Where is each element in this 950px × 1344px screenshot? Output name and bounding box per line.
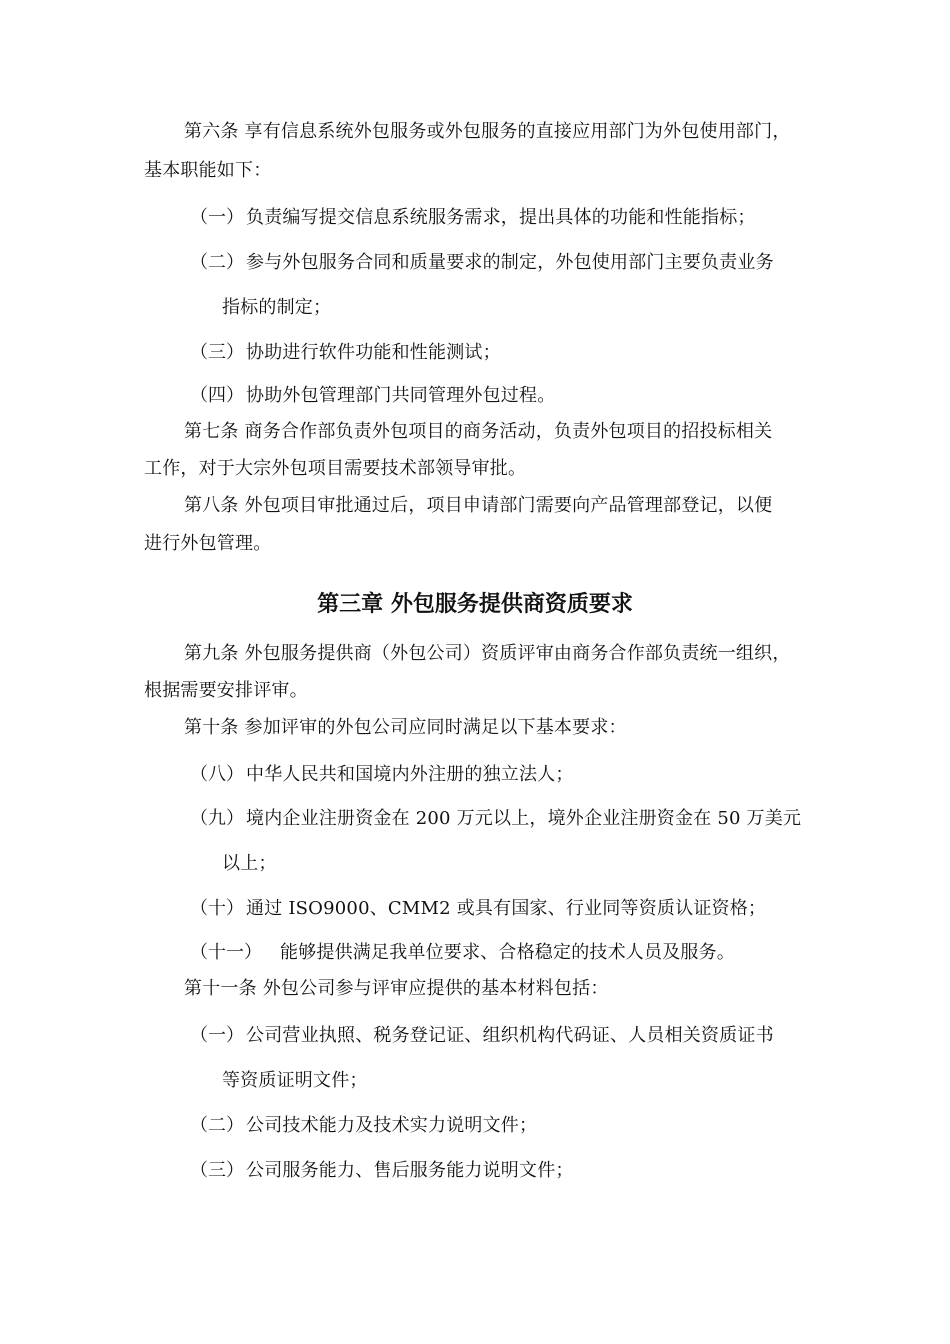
article-6-item-4-text: 协助外包管理部门共同管理外包过程。: [246, 385, 556, 406]
article-11-item-3-text: 公司服务能力、售后服务能力说明文件；: [246, 1160, 574, 1181]
article-9-line-2: 根据需要安排评审。: [144, 680, 308, 701]
article-11-item-2-text: 公司技术能力及技术实力说明文件；: [246, 1115, 538, 1136]
article-10-item-11-number: （十一）: [190, 942, 262, 963]
article-6-item-2-text-continued: 指标的制定；: [222, 297, 332, 318]
article-10-item-9-number: （九）: [190, 808, 244, 829]
article-7-line-1: 第七条 商务合作部负责外包项目的商务活动，负责外包项目的招投标相关: [184, 421, 773, 442]
article-11-item-1-number: （一）: [190, 1025, 244, 1046]
article-10-item-10-text: 通过 ISO9000、CMM2 或具有国家、行业同等资质认证资格；: [246, 898, 767, 919]
article-6-item-3-text: 协助进行软件功能和性能测试；: [246, 342, 501, 363]
article-6-item-3-number: （三）: [190, 342, 244, 363]
article-11-item-1-text-continued: 等资质证明文件；: [222, 1070, 368, 1091]
article-10-item-9-text-continued: 以上；: [222, 853, 277, 874]
article-11-item-2-number: （二）: [190, 1115, 244, 1136]
article-7-line-2: 工作，对于大宗外包项目需要技术部领导审批。: [144, 458, 527, 479]
article-11-item-1-text: 公司营业执照、税务登记证、组织机构代码证、人员相关资质证书: [246, 1025, 774, 1046]
article-6-line-2: 基本职能如下：: [144, 160, 272, 181]
chapter-3-heading: 第三章 外包服务提供商资质要求: [317, 592, 633, 617]
article-9-line-1: 第九条 外包服务提供商（外包公司）资质评审由商务合作部负责统一组织，: [184, 643, 791, 664]
article-8-line-1: 第八条 外包项目审批通过后，项目申请部门需要向产品管理部登记，以便: [184, 495, 773, 516]
article-6-item-2-text: 参与外包服务合同和质量要求的制定，外包使用部门主要负责业务: [246, 252, 774, 273]
article-6-item-1-number: （一）: [190, 207, 244, 228]
article-11-item-3-number: （三）: [190, 1160, 244, 1181]
article-10-item-8-text: 中华人民共和国境内外注册的独立法人；: [246, 764, 574, 785]
article-6-item-1-text: 负责编写提交信息系统服务需求，提出具体的功能和性能指标；: [246, 207, 756, 228]
article-10-item-9-text: 境内企业注册资金在 200 万元以上，境外企业注册资金在 50 万美元: [246, 808, 802, 829]
article-6-item-2-number: （二）: [190, 252, 244, 273]
article-10-item-10-number: （十）: [190, 898, 244, 919]
article-10-item-8-number: （八）: [190, 764, 244, 785]
article-8-line-2: 进行外包管理。: [144, 533, 272, 554]
article-10-line-1: 第十条 参加评审的外包公司应同时满足以下基本要求：: [184, 717, 627, 738]
article-6-item-4-number: （四）: [190, 385, 244, 406]
article-11-line-1: 第十一条 外包公司参与评审应提供的基本材料包括：: [184, 978, 609, 999]
article-10-item-11-text: 能够提供满足我单位要求、合格稳定的技术人员及服务。: [280, 942, 735, 963]
article-6-line-1: 第六条 享有信息系统外包服务或外包服务的直接应用部门为外包使用部门，: [184, 121, 791, 142]
